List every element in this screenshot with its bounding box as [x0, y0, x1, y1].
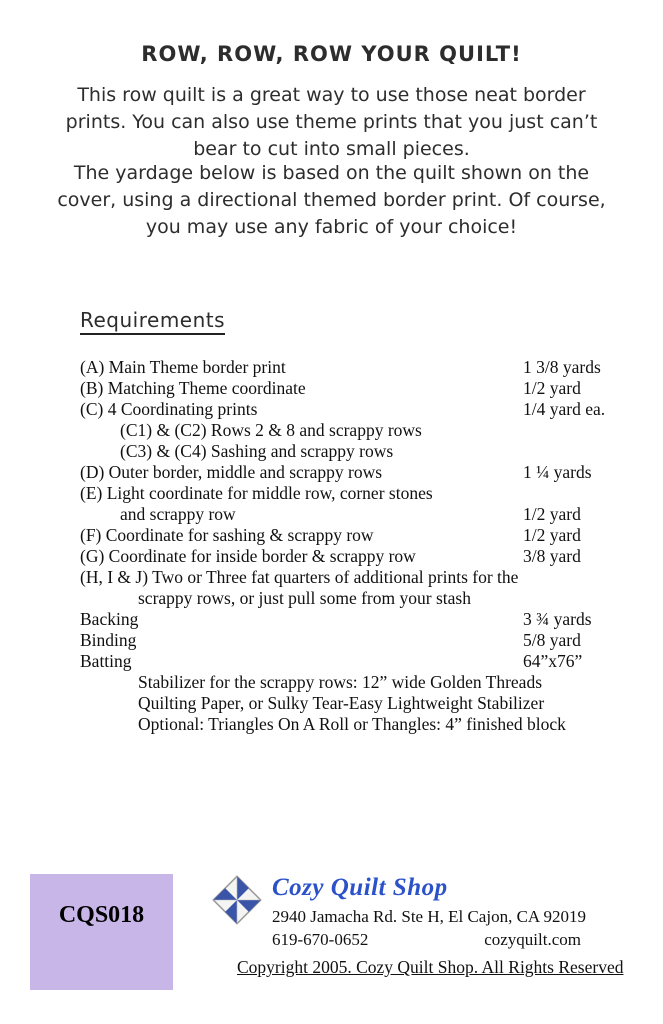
requirement-row — [80, 567, 653, 588]
shop-website: cozyquilt.com — [484, 930, 581, 949]
intro-line: cover, using a directional themed border print. Of course, — [57, 189, 606, 211]
requirement-label: and scrappy row — [120, 504, 236, 524]
shop-address: 2940 Jamacha Rd. Ste H, El Cajon, CA 92019 — [272, 907, 587, 926]
requirement-label: (C) 4 Coordinating prints — [80, 399, 258, 419]
requirement-label: Backing — [80, 609, 139, 629]
requirement-label: Batting — [80, 651, 132, 671]
requirement-row — [80, 588, 653, 609]
intro-line: bear to cut into small pieces. — [193, 138, 470, 160]
requirement-yardage-value: 1/4 yard ea. — [523, 399, 606, 419]
requirement-row — [80, 399, 653, 420]
requirement-row — [80, 714, 653, 735]
requirement-yardage-value: 1/2 yard — [523, 504, 581, 524]
requirement-label: (F) Coordinate for sashing & scrappy row — [80, 525, 374, 545]
requirement-yardage-value: 3/8 yard — [523, 546, 581, 566]
intro-line: you may use any fabric of your choice! — [145, 216, 518, 238]
requirement-row — [80, 693, 653, 714]
requirement-label: (E) Light coordinate for middle row, corner stones — [80, 483, 433, 503]
requirement-yardage-value: 1/2 yard — [523, 525, 581, 545]
requirement-label: Optional: Triangles On A Roll or Thangles: 4” finished block — [138, 714, 566, 734]
pinwheel-quilt-block-icon — [206, 869, 268, 931]
shop-phone: 619-670-0652 — [272, 930, 369, 949]
requirement-yardage-value: 3 ¾ yards — [523, 609, 592, 629]
requirement-label: (B) Matching Theme coordinate — [80, 378, 306, 398]
requirement-row — [80, 525, 653, 546]
requirement-row — [80, 672, 653, 693]
requirement-yardage-value: 1 ¼ yards — [523, 462, 592, 482]
shop-contact-row — [272, 930, 581, 950]
requirement-yardage-value: 1 3/8 yards — [523, 357, 601, 377]
intro-line: This row quilt is a great way to use those neat border — [77, 84, 586, 106]
requirement-yardage-value: 5/8 yard — [523, 630, 581, 650]
requirement-label: (H, I & J) Two or Three fat quarters of additional prints for the — [80, 567, 519, 587]
requirement-label: (D) Outer border, middle and scrappy rows — [80, 462, 383, 482]
requirements-list — [80, 357, 653, 735]
copyright-line: Copyright 2005. Cozy Quilt Shop. All Rights Reserved — [237, 957, 624, 977]
requirement-label: Stabilizer for the scrappy rows: 12” wide Golden Threads — [138, 672, 543, 692]
requirement-row — [80, 630, 653, 651]
requirement-row — [80, 420, 653, 441]
intro-line: prints. You can also use theme prints that you just can’t — [65, 111, 598, 133]
requirement-row — [80, 504, 653, 525]
page-title: ROW, ROW, ROW YOUR QUILT! — [141, 42, 522, 66]
product-code-box — [30, 874, 173, 990]
product-code: CQS018 — [58, 902, 145, 928]
requirement-label: (C3) & (C4) Sashing and scrappy rows — [120, 441, 394, 461]
requirement-label: scrappy rows, or just pull some from your stash — [138, 588, 471, 608]
requirement-row — [80, 483, 653, 504]
intro-paragraph-1 — [0, 82, 663, 163]
intro-line: The yardage below is based on the quilt shown on the — [73, 162, 590, 184]
requirement-row — [80, 378, 653, 399]
requirement-label: (A) Main Theme border print — [80, 357, 286, 377]
requirement-row — [80, 357, 653, 378]
requirement-label: Quilting Paper, or Sulky Tear-Easy Lightweight Stabilizer — [138, 693, 545, 713]
shop-name: Cozy Quilt Shop — [272, 874, 448, 901]
requirements-heading: Requirements — [80, 308, 225, 335]
requirement-row — [80, 546, 653, 567]
requirement-row — [80, 462, 653, 483]
requirement-row — [80, 651, 653, 672]
requirement-row — [80, 609, 653, 630]
requirement-yardage-value: 64”x76” — [523, 651, 583, 671]
requirement-row — [80, 441, 653, 462]
requirement-label: Binding — [80, 630, 137, 650]
requirement-label: (G) Coordinate for inside border & scrappy row — [80, 546, 416, 566]
intro-paragraph-2 — [0, 160, 663, 241]
requirement-yardage-value: 1/2 yard — [523, 378, 581, 398]
requirement-label: (C1) & (C2) Rows 2 & 8 and scrappy rows — [120, 420, 422, 440]
